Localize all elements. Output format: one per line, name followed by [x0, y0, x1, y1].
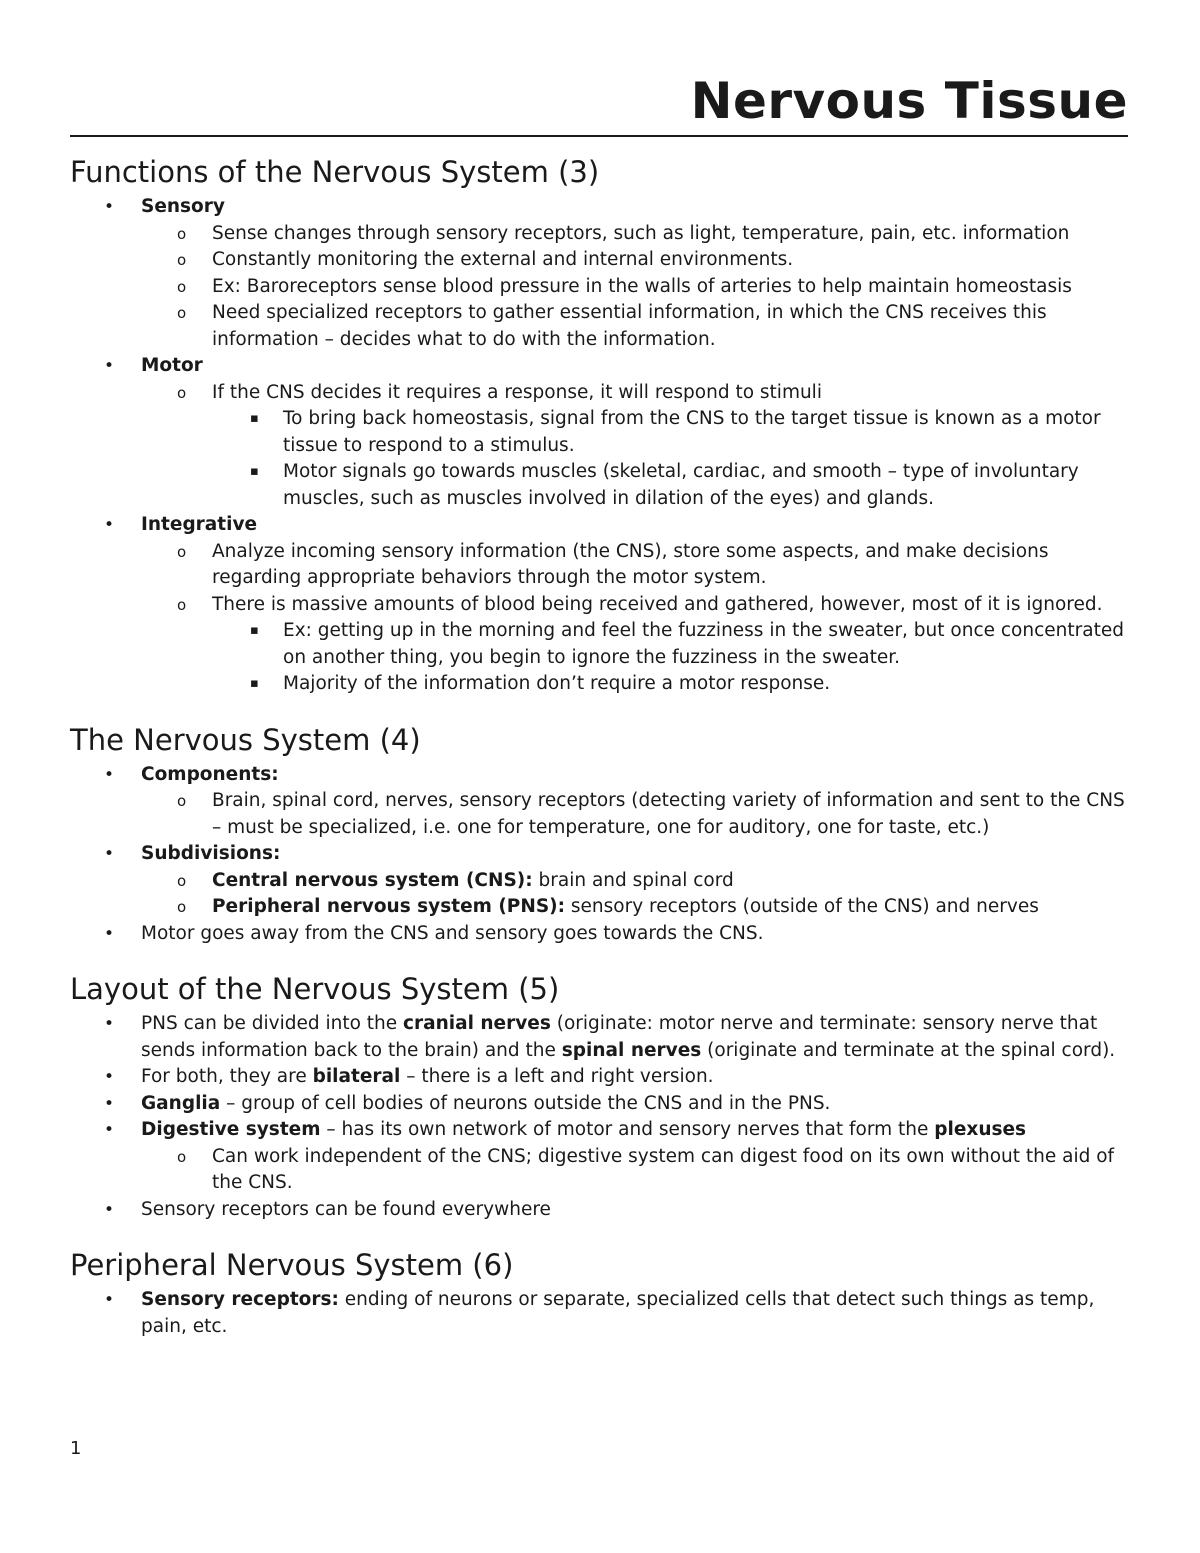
- item-label: Central nervous system (CNS):: [212, 869, 533, 891]
- sub-list: [141, 539, 1132, 698]
- list-item: [141, 592, 1132, 698]
- list-item: [141, 539, 1132, 592]
- list-item: [70, 1117, 1132, 1197]
- item-text: brain and spinal cord: [532, 869, 734, 891]
- item-text: Can work independent of the CNS; digestive system can digest food on its own without the aid of the CNS.: [212, 1145, 1115, 1193]
- item-text: To bring back homeostasis, signal from the CNS to the target tissue is known as a motor tissue to respond to a stimulus.: [283, 408, 1101, 456]
- item-text: – there is a left and right version.: [400, 1066, 714, 1087]
- circle-bullet-icon: o: [177, 595, 187, 614]
- list-item: [141, 380, 1132, 513]
- square-bullet-icon: ▪: [250, 623, 259, 638]
- document-body: [70, 150, 1132, 1360]
- bullet-icon: •: [104, 1067, 115, 1087]
- circle-bullet-icon: o: [177, 871, 187, 890]
- item-term: Ganglia: [141, 1092, 221, 1114]
- sub-list: [141, 788, 1132, 841]
- list-item: [212, 671, 1132, 698]
- list-item: [141, 221, 1132, 248]
- item-label: Integrative: [141, 514, 258, 535]
- section-functions: [70, 150, 1132, 698]
- item-text: For both, they are: [141, 1066, 313, 1087]
- list-item: [141, 300, 1132, 353]
- list-item: [70, 1011, 1132, 1064]
- item-text: – has its own network of motor and sensory nerves that form the: [320, 1119, 935, 1140]
- circle-bullet-icon: o: [177, 304, 187, 322]
- list-item: [141, 1144, 1132, 1197]
- item-label: Subdivisions:: [141, 843, 281, 864]
- item-text: If the CNS decides it requires a response, it will respond to stimuli: [212, 381, 822, 403]
- bullet-list: [70, 1287, 1132, 1340]
- document-title: Nervous Tissue: [690, 72, 1128, 130]
- item-text: There is massive amounts of blood being received and gathered, however, most of it is ignored.: [212, 593, 1103, 615]
- section-heading: The Nervous System (4): [70, 722, 421, 757]
- circle-bullet-icon: o: [177, 1147, 187, 1166]
- item-label: Peripheral nervous system (PNS):: [212, 896, 566, 917]
- bullet-icon: •: [104, 197, 115, 217]
- bullet-icon: •: [104, 515, 115, 535]
- bullet-icon: •: [104, 1199, 115, 1220]
- square-bullet-icon: ▪: [250, 676, 259, 691]
- list-item: [212, 618, 1132, 671]
- item-text: sensory receptors (outside of the CNS) and nerves: [565, 896, 1039, 917]
- circle-bullet-icon: o: [177, 251, 187, 269]
- list-item: [141, 247, 1132, 274]
- list-item: [70, 512, 1132, 698]
- bullet-icon: •: [104, 1093, 115, 1114]
- item-text: Sense changes through sensory receptors, such as light, temperature, pain, etc. information: [212, 222, 1070, 244]
- item-term: spinal nerves: [561, 1039, 702, 1061]
- list-item: [70, 1287, 1132, 1340]
- bullet-icon: •: [104, 1290, 115, 1310]
- page-number: 1: [70, 1438, 82, 1459]
- item-text: (originate: motor nerve and terminate: sensory nerve that sends information back to the brain) and the: [141, 1013, 1098, 1061]
- list-item: [70, 1064, 1132, 1091]
- item-text: PNS can be divided into the: [141, 1013, 404, 1034]
- bullet-list: [70, 194, 1132, 698]
- item-text: Motor signals go towards muscles (skeletal, cardiac, and smooth – type of involuntary muscles, such as muscles involved in dilation of the eyes) and glands.: [283, 461, 1079, 509]
- list-item: [70, 353, 1132, 512]
- item-text: Ex: Baroreceptors sense blood pressure in the walls of arteries to help maintain homeostasis: [212, 275, 1072, 297]
- item-text: Brain, spinal cord, nerves, sensory receptors (detecting variety of information and sent to the CNS – must be specialized, i.e. one for temperature, one for auditory, one for taste, etc.): [212, 790, 1125, 838]
- list-item: [70, 921, 1132, 948]
- item-text: ending of neurons or separate, specialized cells that detect such things as temp, pain, etc.: [141, 1289, 1095, 1337]
- bullet-list: [70, 762, 1132, 948]
- item-label: Sensory: [141, 196, 225, 217]
- sub-list: [141, 868, 1132, 921]
- sub-list: [141, 380, 1132, 513]
- item-text: Sensory receptors can be found everywhere: [141, 1198, 551, 1220]
- list-item: [141, 274, 1132, 301]
- square-bullet-icon: ▪: [250, 464, 259, 479]
- circle-bullet-icon: o: [177, 383, 187, 402]
- list-item: [70, 1197, 1132, 1224]
- circle-bullet-icon: o: [177, 792, 187, 810]
- bullet-icon: •: [104, 923, 115, 944]
- item-text: Motor goes away from the CNS and sensory goes towards the CNS.: [141, 922, 764, 944]
- list-item: [70, 194, 1132, 353]
- item-text: Analyze incoming sensory information (the CNS), store some aspects, and make decisions regarding appropriate behaviors through the motor system.: [212, 540, 1049, 588]
- bullet-icon: •: [104, 356, 115, 376]
- list-item: [212, 406, 1132, 459]
- bullet-icon: •: [104, 844, 115, 864]
- sub-sub-list: [212, 618, 1132, 698]
- list-item: [70, 762, 1132, 842]
- section-nervous-system: [70, 718, 1132, 948]
- item-term: bilateral: [312, 1066, 401, 1087]
- title-rule: [70, 135, 1128, 137]
- item-term: cranial nerves: [403, 1013, 551, 1034]
- list-item: [141, 894, 1132, 921]
- bullet-list: [70, 1011, 1132, 1223]
- bullet-icon: •: [104, 1014, 115, 1034]
- section-heading: Layout of the Nervous System (5): [70, 972, 560, 1006]
- item-term: Sensory receptors:: [141, 1289, 339, 1310]
- item-label: Motor: [141, 355, 203, 376]
- list-item: [212, 459, 1132, 512]
- item-term: Digestive system: [141, 1119, 321, 1140]
- section-heading: Functions of the Nervous System (3): [70, 155, 600, 189]
- list-item: [141, 868, 1132, 895]
- sub-list: [141, 1144, 1132, 1197]
- square-bullet-icon: ▪: [250, 411, 259, 426]
- section-layout: [70, 967, 1132, 1223]
- item-term: plexuses: [934, 1119, 1027, 1140]
- list-item: [141, 788, 1132, 841]
- bullet-icon: •: [104, 1120, 115, 1140]
- section-heading: Peripheral Nervous System (6): [70, 1248, 514, 1282]
- section-pns: [70, 1243, 1132, 1340]
- item-text: (originate and terminate at the spinal cord).: [701, 1039, 1116, 1061]
- item-text: Need specialized receptors to gather essential information, in which the CNS receives this information – decides what to do with the information.: [212, 302, 1047, 350]
- circle-bullet-icon: o: [177, 277, 187, 296]
- sub-sub-list: [212, 406, 1132, 512]
- bullet-icon: •: [104, 764, 115, 785]
- sub-list: [141, 221, 1132, 354]
- list-item: [70, 1091, 1132, 1118]
- circle-bullet-icon: o: [177, 224, 187, 243]
- circle-bullet-icon: o: [177, 542, 187, 561]
- item-text: Constantly monitoring the external and internal environments.: [212, 249, 794, 270]
- item-text: – group of cell bodies of neurons outside the CNS and in the PNS.: [220, 1092, 831, 1114]
- item-text: Ex: getting up in the morning and feel the fuzziness in the sweater, but once concentrated on another thing, you begin to ignore the fuzziness in the sweater.: [283, 620, 1124, 668]
- list-item: [70, 841, 1132, 921]
- circle-bullet-icon: o: [177, 898, 187, 916]
- item-text: Majority of the information don’t require a motor response.: [283, 673, 831, 694]
- item-label: Components:: [141, 763, 279, 785]
